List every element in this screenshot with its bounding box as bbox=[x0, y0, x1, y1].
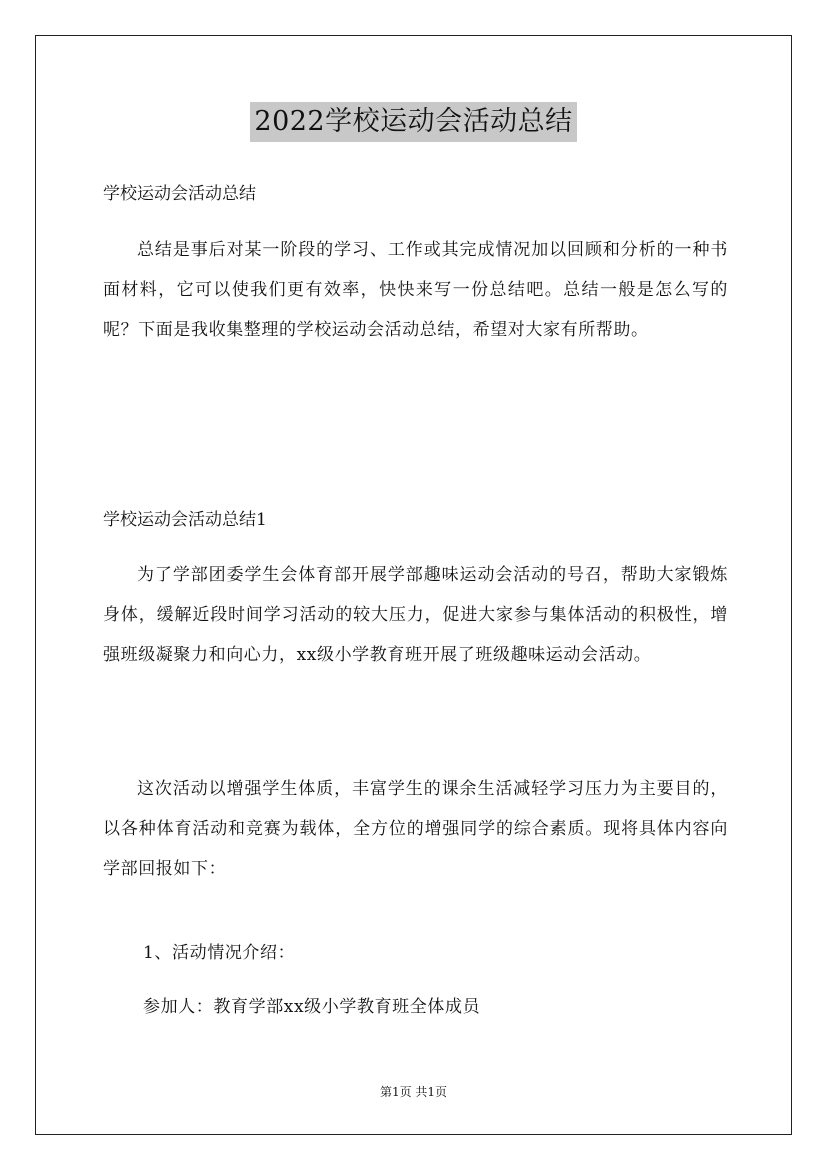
section1-item-1: 1、活动情况介绍： bbox=[143, 943, 296, 963]
page-indicator: 第1页 共1页 bbox=[379, 1085, 448, 1099]
section1-paragraph-1: 为了学部团委学生会体育部开展学部趣味运动会活动的号召，帮助大家锻炼身体，缓解近段时间学习活动的较大压力，促进大家参与集体活动的积极性，增强班级凝聚力和向心力，xx级小学教育班开展了班级趣味运动会活动。 bbox=[103, 565, 728, 665]
section1-paragraph-2: 这次活动以增强学生体质，丰富学生的课余生活减轻学习压力为主要目的，以各种体育活动和竞赛为载体，全方位的增强同学的综合素质。现将具体内容向学部回报如下： bbox=[103, 779, 728, 879]
document-title: 2022学校运动会活动总结 bbox=[250, 102, 576, 142]
page-footer bbox=[0, 1083, 827, 1101]
intro-heading: 学校运动会活动总结 bbox=[103, 184, 256, 204]
section1-participants: 参加人：教育学部xx级小学教育班全体成员 bbox=[143, 997, 481, 1017]
section1-heading: 学校运动会活动总结1 bbox=[103, 510, 267, 530]
title-container bbox=[0, 102, 827, 142]
intro-paragraph: 总结是事后对某一阶段的学习、工作或其完成情况加以回顾和分析的一种书面材料，它可以使我们更有效率，快快来写一份总结吧。总结一般是怎么写的呢？下面是我收集整理的学校运动会活动总结，希望对大家有所帮助。 bbox=[103, 240, 728, 340]
